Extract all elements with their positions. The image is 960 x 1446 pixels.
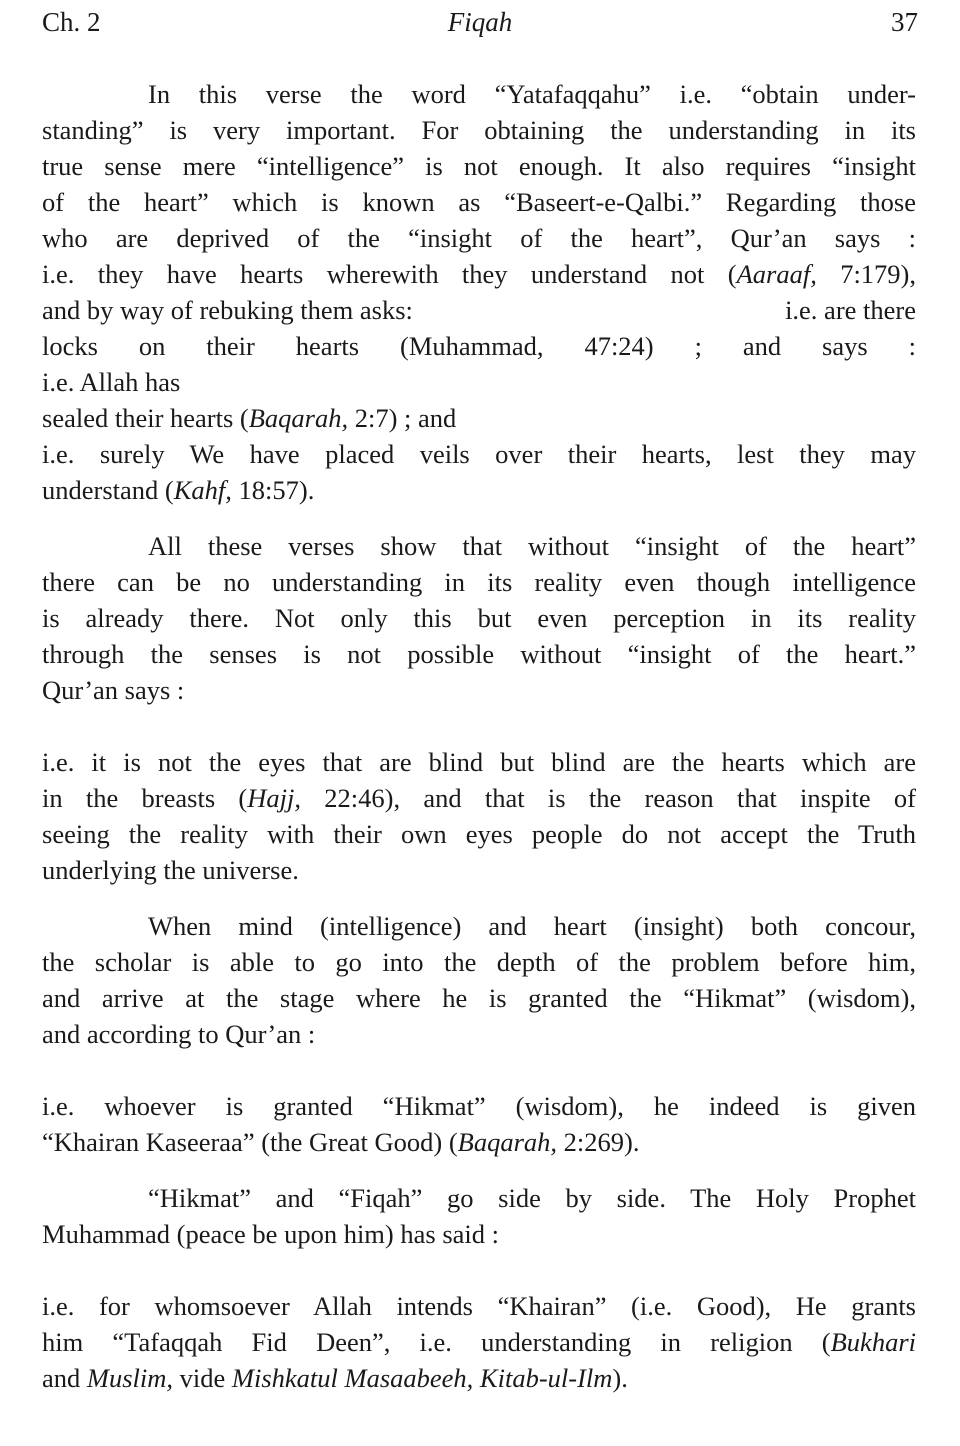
text-line: underlying the universe. xyxy=(42,855,299,885)
text-line: is already there. Not only this but even perception in its reality xyxy=(42,603,916,633)
text-line: the scholar is able to go into the depth of the problem before him, xyxy=(42,947,916,977)
chapter-label: Ch. 2 xyxy=(42,7,101,37)
text-line: i.e. Allah has xyxy=(42,367,181,397)
text-line: Qur’an says : xyxy=(42,675,185,705)
text-line: i.e. they have hearts wherewith they understand not (Aaraaf, 7:179), xyxy=(42,259,917,289)
text-line: sealed their hearts (Baqarah, 2:7) ; and xyxy=(42,403,457,433)
text-line: Muhammad (peace be upon him) has said : xyxy=(42,1219,499,1249)
running-title: Fiqah xyxy=(447,7,513,37)
text-line: standing” is very important. For obtaining the understanding in its xyxy=(42,115,916,145)
text-line: i.e. it is not the eyes that are blind but blind are the hearts which are xyxy=(42,747,916,777)
text-line: and arrive at the stage where he is granted the “Hikmat” (wisdom), xyxy=(42,983,916,1013)
text-line: and Muslim, vide Mishkatul Masaabeeh, Kitab-ul-Ilm). xyxy=(42,1363,628,1393)
text-line: seeing the reality with their own eyes people do not accept the Truth xyxy=(42,819,916,849)
text-line xyxy=(42,292,916,328)
text-line: there can be no understanding in its reality even though intelligence xyxy=(42,567,916,597)
text-line: i.e. whoever is granted “Hikmat” (wisdom), he indeed is given xyxy=(42,1091,916,1121)
text-line: When mind (intelligence) and heart (insight) both concour, xyxy=(148,911,916,941)
running-header xyxy=(42,4,918,40)
text-line: locks on their hearts (Muhammad, 47:24) ; and says : xyxy=(42,331,916,361)
text-line: through the senses is not possible without “insight of the heart.” xyxy=(42,639,916,669)
text-line: in the breasts (Hajj, 22:46), and that is the reason that inspite of xyxy=(42,783,916,813)
text-line: true sense mere “intelligence” is not enough. It also requires “insight xyxy=(42,151,916,181)
text-line: “Khairan Kaseeraa” (the Great Good) (Baqarah, 2:269). xyxy=(42,1127,640,1157)
text-line: “Hikmat” and “Fiqah” go side by side. The Holy Prophet xyxy=(148,1183,916,1213)
text-line: In this verse the word “Yatafaqqahu” i.e. “obtain under- xyxy=(148,79,916,109)
text-line: understand (Kahf, 18:57). xyxy=(42,475,315,505)
page-number: 37 xyxy=(891,7,918,37)
text-segment: and by way of rebuking them asks: xyxy=(42,295,413,325)
text-line: and according to Qur’an : xyxy=(42,1019,316,1049)
text-segment: i.e. are there xyxy=(785,295,916,325)
text-line: All these verses show that without “insight of the heart” xyxy=(148,531,916,561)
text-line: him “Tafaqqah Fid Deen”, i.e. understanding in religion (Bukhari xyxy=(42,1327,916,1357)
text-line: i.e. surely We have placed veils over their hearts, lest they may xyxy=(42,439,916,469)
text-line: who are deprived of the “insight of the heart”, Qur’an says : xyxy=(42,223,916,253)
text-line: of the heart” which is known as “Baseert-e-Qalbi.” Regarding those xyxy=(42,187,916,217)
text-line: i.e. for whomsoever Allah intends “Khairan” (i.e. Good), He grants xyxy=(42,1291,916,1321)
